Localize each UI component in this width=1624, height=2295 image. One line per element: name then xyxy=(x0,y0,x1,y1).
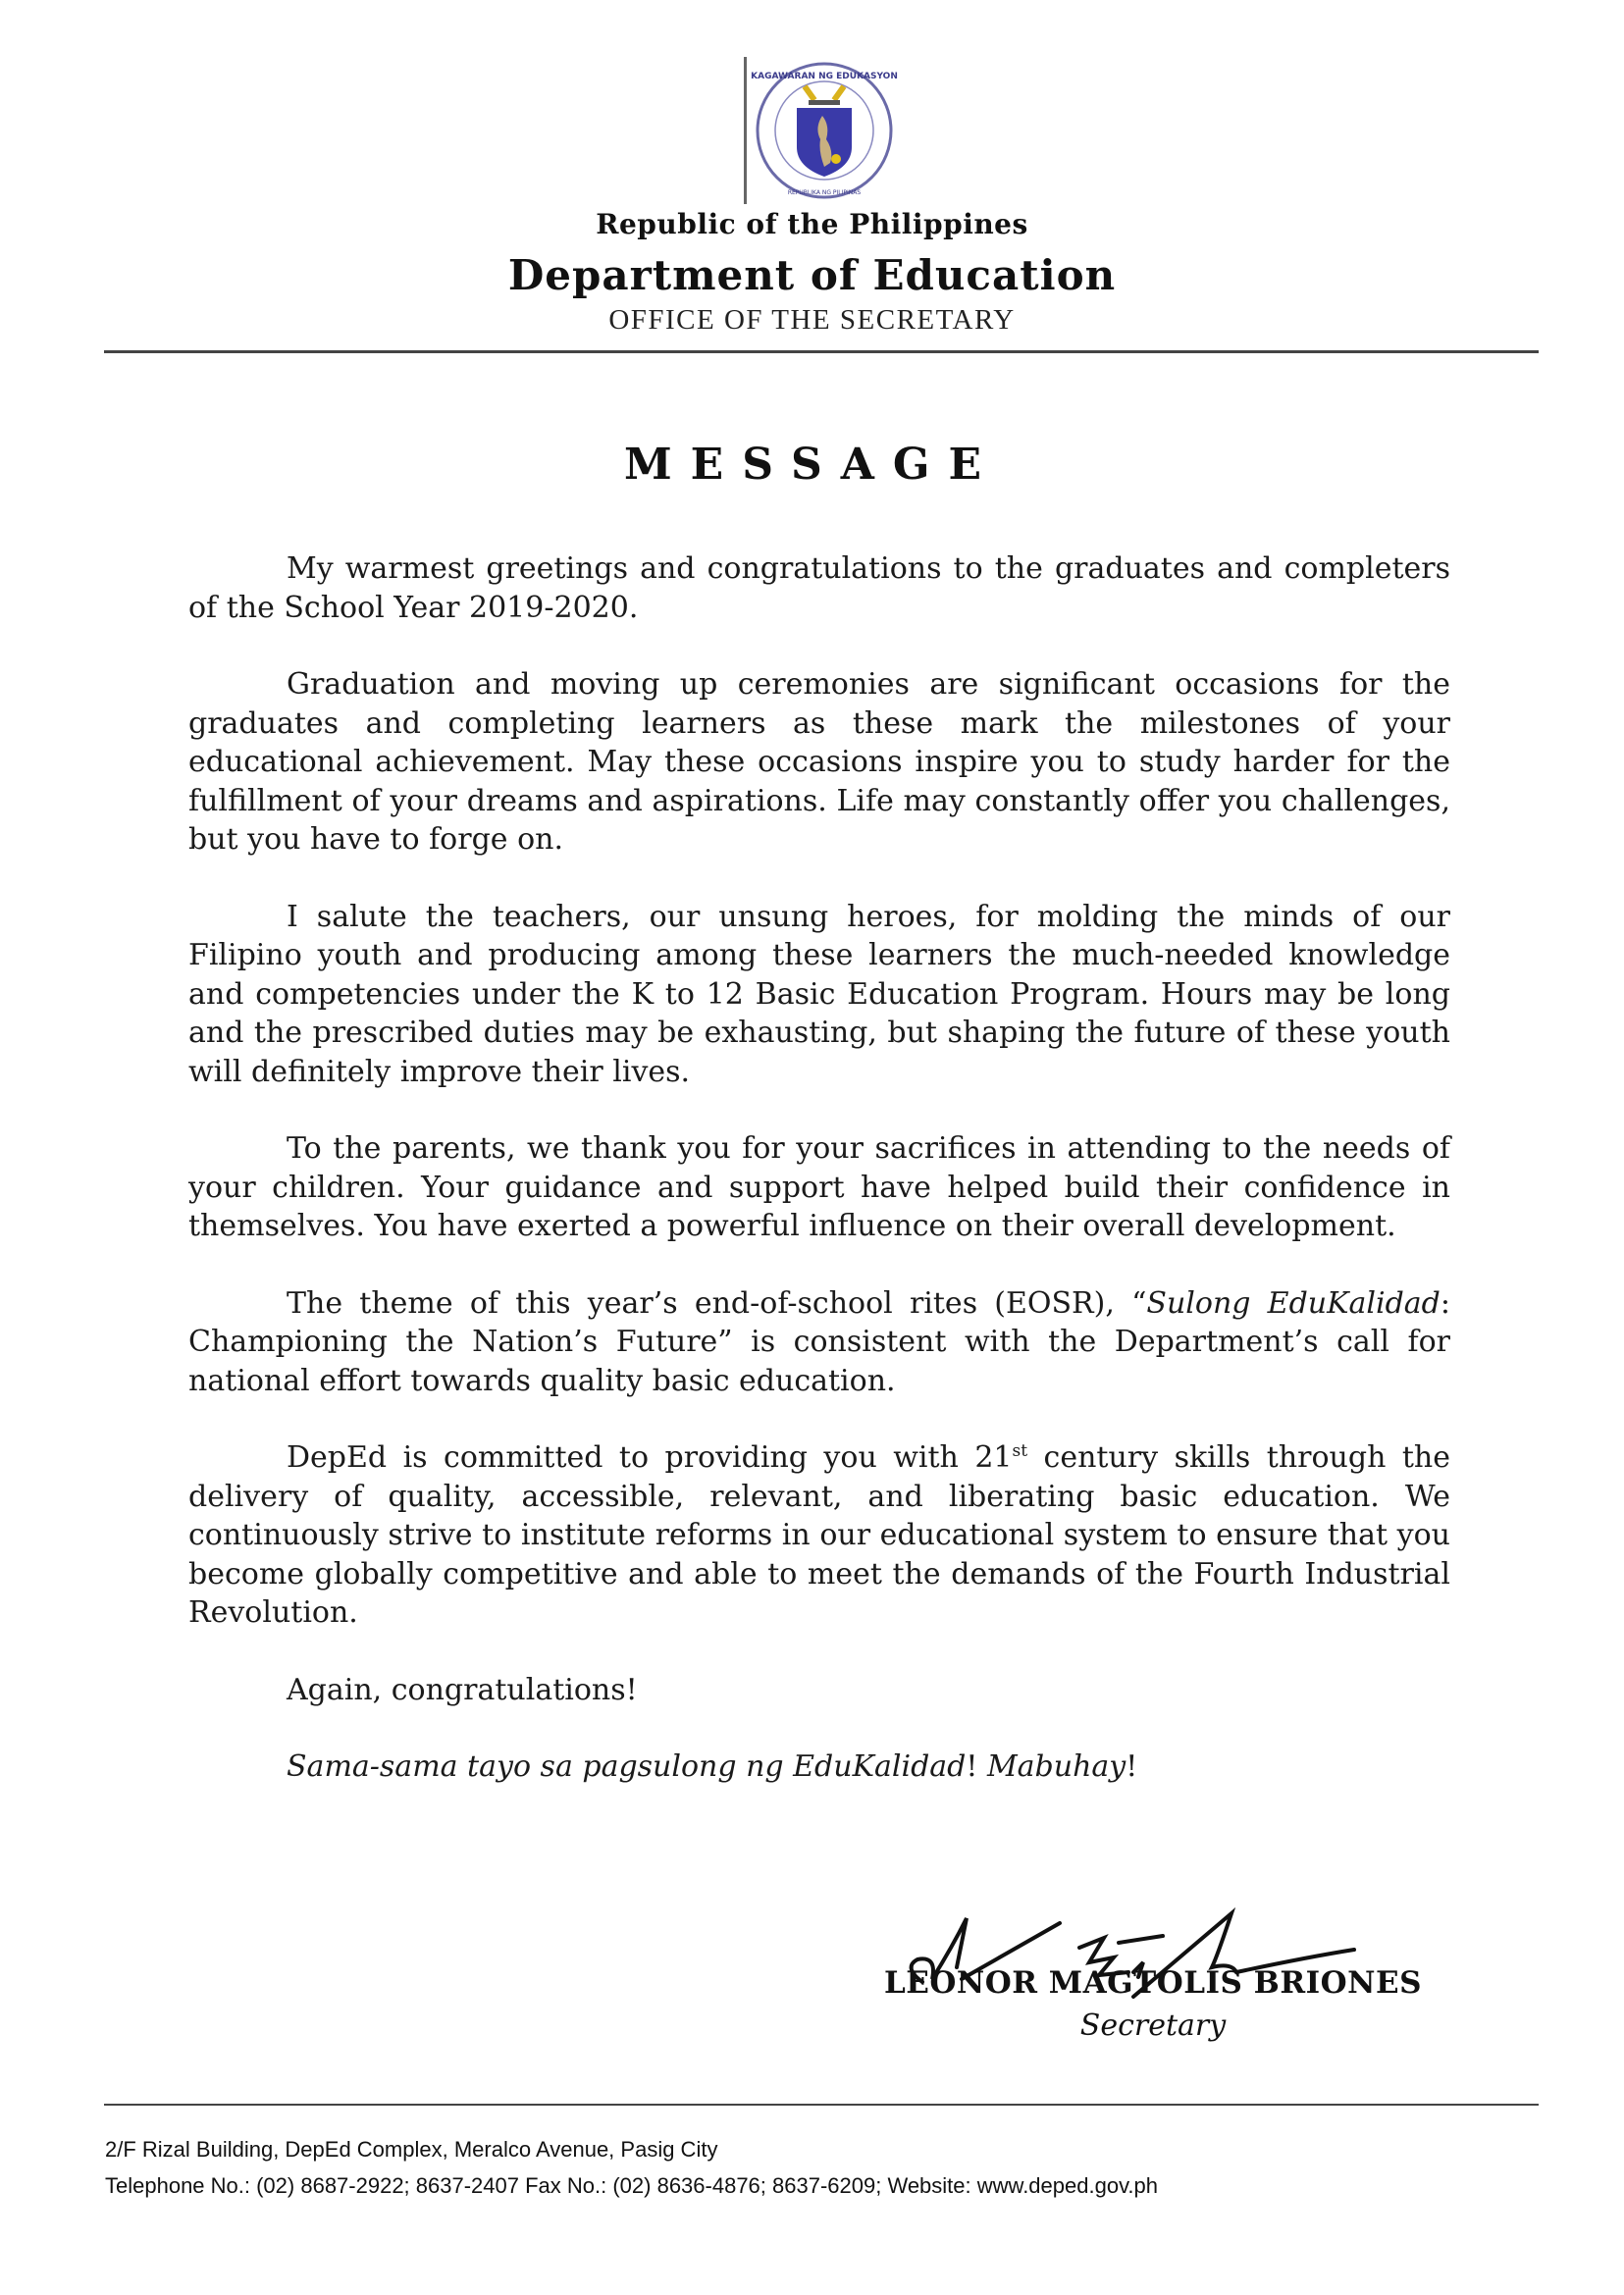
paragraph-theme: The theme of this year’s end-of-school rites (EOSR), “Sulong EduKalidad: Championing the Nation’s Future” is consistent with the Department’s call for national effort towards quality basic education. xyxy=(188,1285,1450,1398)
paragraph-commitment: DepEd is committed to providing you with 21st century skills through the delivery of quality, accessible, relevant, and liberating basic education. We continuously strive to institute reforms in our educational system to ensure that you become globally competitive and able to meet the demands of the Fourth Industrial Revolution. xyxy=(188,1440,1451,1630)
republic-heading: Republic of the Philippines xyxy=(596,208,1028,240)
svg-text:KAGAWARAN NG EDUKASYON: KAGAWARAN NG EDUKASYON xyxy=(751,72,898,81)
svg-text:REPUBLIKA NG PILIPINAS: REPUBLIKA NG PILIPINAS xyxy=(787,189,862,196)
paragraph-graduation: Graduation and moving up ceremonies are significant occasions for the graduates and completing learners as these mark the milestones of your educational achievement. May these occasions inspire you to study harder for the fulfillment of your dreams and aspirations. Life may constantly offer you challenges, but you have to forge on. xyxy=(188,667,1450,857)
paragraph-teachers: I salute the teachers, our unsung heroes, for molding the minds of our Filipino youth and producing among these learners the much-needed knowledge and competencies under the K to 12 Basic Education Program. Hours may be long and the prescribed duties may be exhausting, but shaping the future of these youth will definitely improve their lives. xyxy=(188,899,1450,1089)
footer-contact: Telephone No.: (02) 8687-2922; 8637-2407 Fax No.: (02) 8636-4876; 8637-6209; Website: www.deped.gov.ph xyxy=(105,2173,1159,2198)
deped-seal-icon xyxy=(746,57,903,204)
office-heading: OFFICE OF THE SECRETARY xyxy=(608,304,1016,336)
department-heading: Department of Education xyxy=(507,251,1117,299)
signatory-name: LEONOR MAGTOLIS BRIONES xyxy=(883,1965,1423,2001)
paragraph-greeting: My warmest greetings and congratulations to the graduates and completers of the School Year 2019-2020. xyxy=(188,551,1450,625)
signatory-title: Secretary xyxy=(1079,2008,1227,2043)
page-title: MESSAGE xyxy=(623,440,1001,490)
paragraph-parents: To the parents, we thank you for your sacrifices in attending to the needs of your children. Your guidance and support have helped build their confidence in themselves. You have exerted a powerful influence on their overall development. xyxy=(188,1131,1450,1243)
header-divider xyxy=(104,350,1539,353)
footer-divider xyxy=(104,2104,1539,2106)
footer xyxy=(105,2131,1158,2204)
paragraph-closing: Sama-sama tayo sa pagsulong ng EduKalidad! Mabuhay! xyxy=(287,1749,1138,1784)
message-body xyxy=(188,549,1450,1825)
footer-address: 2/F Rizal Building, DepEd Complex, Meralco Avenue, Pasig City xyxy=(105,2137,718,2162)
paragraph-congratulations: Again, congratulations! xyxy=(287,1672,638,1707)
